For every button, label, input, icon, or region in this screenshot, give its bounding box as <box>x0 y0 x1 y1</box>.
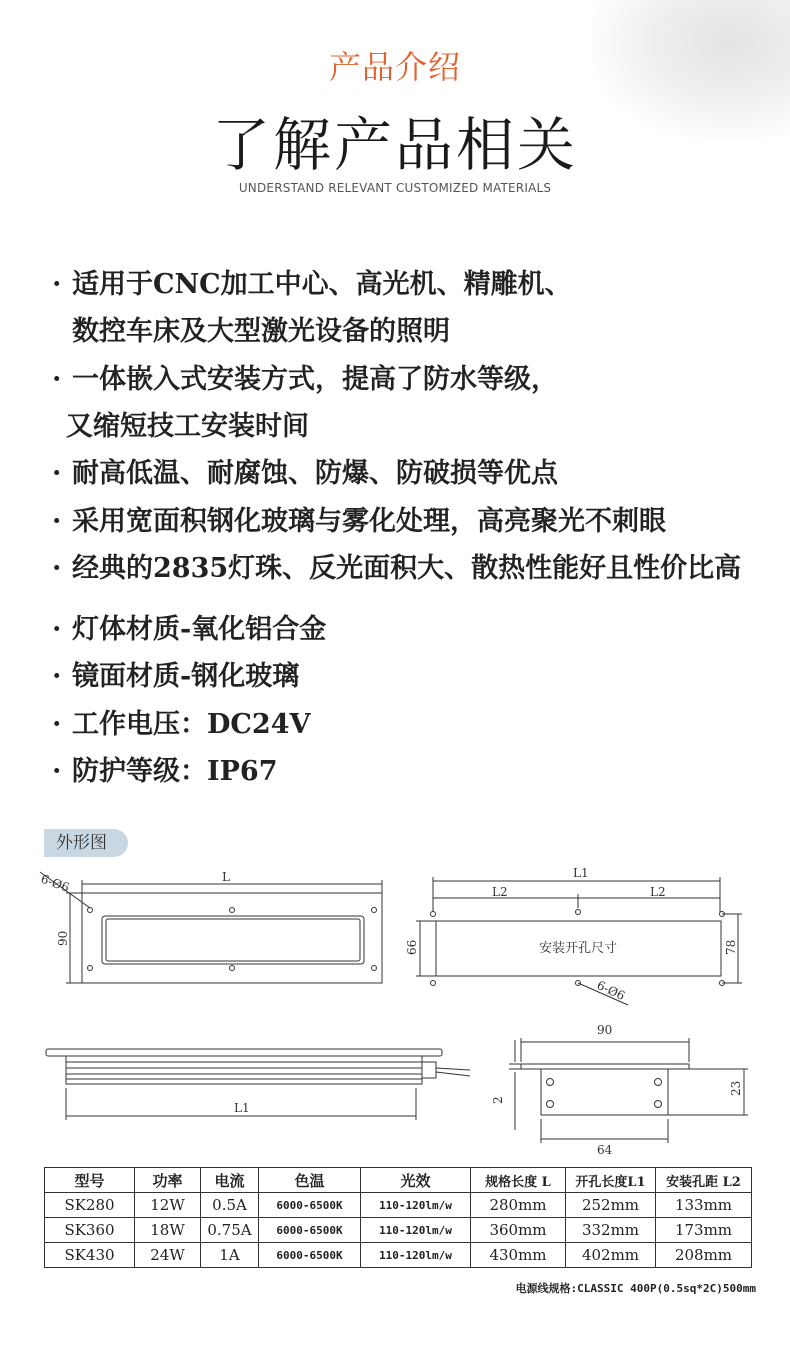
cell-power: 24W <box>135 1243 201 1268</box>
section-subtitle: 产品介绍 <box>328 48 461 86</box>
mount-hole <box>576 910 581 915</box>
end-screw <box>655 1079 662 1086</box>
feature-text: 一体嵌入式安装方式，提高了防水等级， <box>72 364 558 395</box>
bullet: · <box>52 364 62 395</box>
mount-hole <box>88 908 93 913</box>
bullet: · <box>52 709 62 740</box>
feature-text: 防护等级：IP67 <box>72 756 278 787</box>
cutout-right-label: L2 <box>650 885 666 899</box>
feature-text: 工作电压：DC24V <box>72 709 311 740</box>
english-subtitle: UNDERSTAND RELEVANT CUSTOMIZED MATERIALS <box>238 181 552 195</box>
cell-hole-pitch: 208mm <box>656 1243 752 1268</box>
mount-hole <box>372 908 377 913</box>
mount-hole <box>230 966 235 971</box>
feature-text: 适用于CNC加工中心、高光机、精雕机、 <box>72 269 572 300</box>
feature-text: 耐高低温、耐腐蚀、防爆、防破损等优点 <box>72 458 558 489</box>
cell-current: 0.5A <box>201 1193 259 1218</box>
cable-gland <box>422 1062 436 1078</box>
cell-current: 1A <box>201 1243 259 1268</box>
side-body <box>66 1056 422 1084</box>
bullet: · <box>52 269 62 300</box>
mount-hole <box>230 908 235 913</box>
cell-hole-pitch: 133mm <box>656 1193 752 1218</box>
mount-hole <box>431 981 436 986</box>
end-height-label: 23 <box>729 1080 743 1096</box>
header-hole-pitch: 安装孔距 L2 <box>656 1168 752 1193</box>
cutout-height-right-label: 78 <box>724 939 738 955</box>
header-model: 型号 <box>45 1168 135 1193</box>
cell-cct: 6000-6500K <box>259 1193 361 1218</box>
front-holes-label: 6-Ø6 <box>38 871 72 895</box>
cell-cutout-length: 252mm <box>566 1193 656 1218</box>
mount-hole <box>431 912 436 917</box>
end-top-label: 90 <box>597 1023 613 1037</box>
cutout-center-label: 安装开孔尺寸 <box>538 941 618 956</box>
cell-cutout-length: 402mm <box>566 1243 656 1268</box>
bullet: · <box>52 614 62 645</box>
feature-text: 数控车床及大型激光设备的照明 <box>72 316 450 347</box>
front-lens <box>102 916 364 964</box>
header-efficacy: 光效 <box>361 1168 471 1193</box>
cell-length: 430mm <box>471 1243 566 1268</box>
cell-length: 360mm <box>471 1218 566 1243</box>
cell-power: 18W <box>135 1218 201 1243</box>
mount-hole <box>88 966 93 971</box>
power-cable <box>436 1068 470 1070</box>
header-power: 功率 <box>135 1168 201 1193</box>
bullet: · <box>52 661 62 692</box>
cell-efficacy: 110-120lm/w <box>361 1193 471 1218</box>
front-view <box>39 870 382 983</box>
side-view <box>46 1049 470 1120</box>
feature-text: 灯体材质-氧化铝合金 <box>72 614 327 645</box>
table-row <box>45 1193 752 1218</box>
cell-current: 0.75A <box>201 1218 259 1243</box>
page-title: 了解产品相关 <box>211 111 578 179</box>
cell-cct: 6000-6500K <box>259 1243 361 1268</box>
power-cable-note: 电源线规格:CLASSIC 400P(0.5sq*2C)500mm <box>515 1282 756 1295</box>
header-length: 规格长度 L <box>471 1168 566 1193</box>
end-view <box>491 1023 748 1157</box>
feature-text: 经典的2835灯珠、反光面积大、散热性能好且性价比高 <box>72 553 742 584</box>
outline-drawing-badge: 外形图 <box>44 829 128 857</box>
side-length-label: L1 <box>234 1101 250 1115</box>
cell-power: 12W <box>135 1193 201 1218</box>
feature-text: 采用宽面积钢化玻璃与雾化处理，高亮聚光不刺眼 <box>72 506 666 537</box>
cell-length: 280mm <box>471 1193 566 1218</box>
front-lens-inner <box>106 919 360 961</box>
bullet: · <box>52 506 62 537</box>
cutout-left-label: L2 <box>492 885 508 899</box>
end-flange <box>521 1064 689 1069</box>
cell-model: SK430 <box>45 1243 135 1268</box>
front-outer-frame <box>82 893 382 983</box>
header-current: 电流 <box>201 1168 259 1193</box>
cell-efficacy: 110-120lm/w <box>361 1218 471 1243</box>
end-screw <box>655 1101 662 1108</box>
cell-model: SK360 <box>45 1218 135 1243</box>
end-bottom-label: 64 <box>597 1143 613 1157</box>
cutout-total-label: L1 <box>573 866 589 880</box>
table-row <box>45 1243 752 1268</box>
end-gap-label: 2 <box>491 1096 505 1104</box>
cutout-holes-label: 6-Ø6 <box>594 978 628 1004</box>
cell-model: SK280 <box>45 1193 135 1218</box>
cell-cct: 6000-6500K <box>259 1218 361 1243</box>
bullet: · <box>52 458 62 489</box>
end-screw <box>547 1079 554 1086</box>
power-cable <box>436 1072 470 1076</box>
cell-hole-pitch: 173mm <box>656 1218 752 1243</box>
header-cutout-length: 开孔长度L1 <box>566 1168 656 1193</box>
front-length-label: L <box>222 870 230 884</box>
feature-text: 又缩短技工安装时间 <box>66 411 309 442</box>
spec-table <box>44 1167 752 1268</box>
header-cct: 色温 <box>259 1168 361 1193</box>
side-flange <box>46 1049 442 1056</box>
cell-efficacy: 110-120lm/w <box>361 1243 471 1268</box>
cutout-view <box>405 866 742 1005</box>
bullet: · <box>52 553 62 584</box>
cutout-height-left-label: 66 <box>405 939 419 955</box>
front-height-label: 90 <box>56 930 70 946</box>
cell-cutout-length: 332mm <box>566 1218 656 1243</box>
table-row <box>45 1218 752 1243</box>
mount-hole <box>372 966 377 971</box>
end-body <box>541 1069 668 1115</box>
bullet: · <box>52 756 62 787</box>
table-header-row <box>45 1168 752 1193</box>
end-screw <box>547 1101 554 1108</box>
feature-text: 镜面材质-钢化玻璃 <box>72 661 300 692</box>
